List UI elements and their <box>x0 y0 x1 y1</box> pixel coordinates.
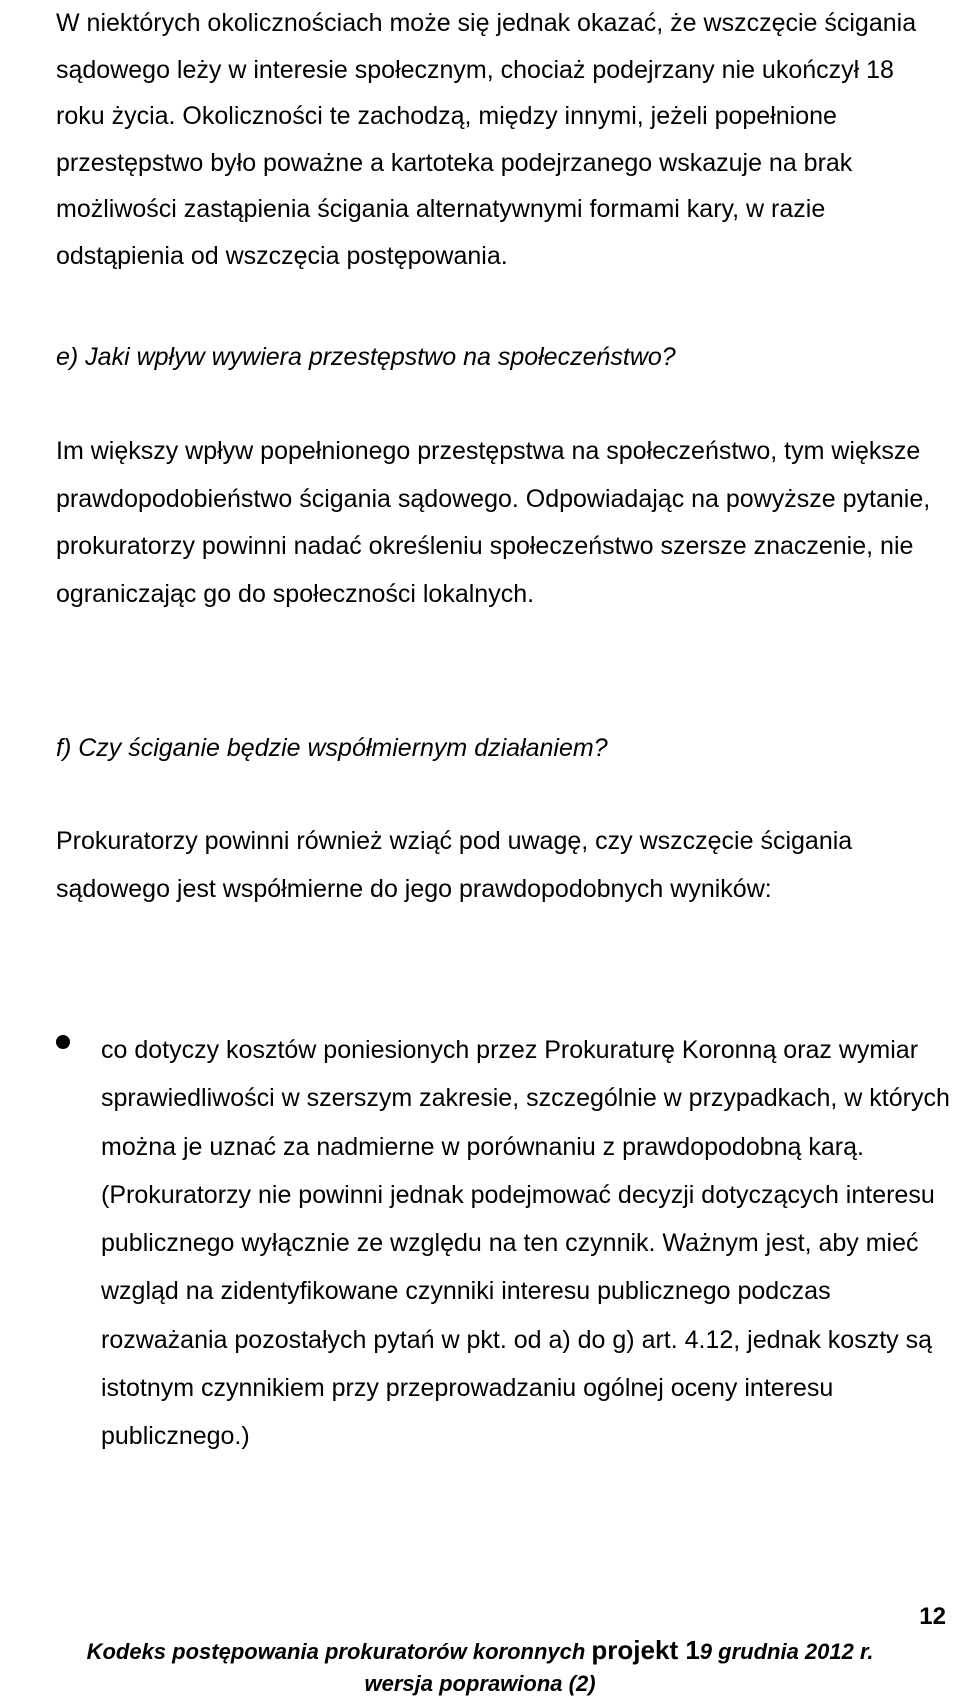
footer-title-part1: Kodeks postępowania prokuratorów koronnych <box>86 1639 592 1664</box>
bullet-dot-icon <box>56 1035 70 1049</box>
section-heading-e: e) Jaki wpływ wywiera przestępstwo na społeczeństwo? <box>56 343 676 371</box>
paragraph-f: Prokuratorzy powinni również wziąć pod uwagę, czy wszczęcie ścigania sądowego jest współmierne do jego prawdopodobnych wyników: <box>56 827 853 903</box>
footer-title-part3: 9 grudnia 2012 r. <box>699 1639 874 1664</box>
paragraph-e: Im większy wpływ popełnionego przestępstwa na społeczeństwo, tym większe prawdopodobieństwo ścigania sądowego. Odpowiadając na powyższe pytanie, prokuratorzy powinni nadać określeniu społeczeństwo szersze znaczenie, nie ograniczając go do społeczności lokalnych. <box>56 437 931 608</box>
paragraph-continuation: W niektórych okolicznościach może się jednak okazać, że wszczęcie ścigania sądowego leży w interesie społecznym, chociaż podejrzany nie ukończył 18 roku życia. Okoliczności te zachodzą, między innymi, jeżeli popełnione przestępstwo było poważne a kartoteka podejrzanego wskazuje na brak możliwości zastąpienia ścigania alternatywnymi formami kary, w razie odstąpienia od wszczęcia postępowania. <box>56 9 917 270</box>
footer-title-part2: projekt 1 <box>591 1635 700 1665</box>
footer-title <box>0 1634 960 1668</box>
bullet-list-item: co dotyczy kosztów poniesionych przez Prokuraturę Koronną oraz wymiar sprawiedliwości w szerszym zakresie, szczególnie w przypadkach, w których można je uznać za nadmierne w porównaniu z prawdopodobną karą. (Prokuratorzy nie powinni jednak podejmować decyzji dotyczących interesu publicznego wyłącznie ze względu na ten czynnik. Ważnym jest, aby mieć wzgląd na zidentyfikowane czynniki interesu publicznego podczas rozważania pozostałych pytań w pkt. od a) do g) art. 4.12, jednak koszty są istotnym czynnikiem przy przeprowadzaniu ogólnej oceny interesu publicznego.) <box>101 1036 950 1451</box>
footer-version: wersja poprawiona (2) <box>364 1671 596 1696</box>
page-number: 12 <box>919 1603 946 1630</box>
section-heading-f: f) Czy ściganie będzie współmiernym działaniem? <box>56 734 608 762</box>
